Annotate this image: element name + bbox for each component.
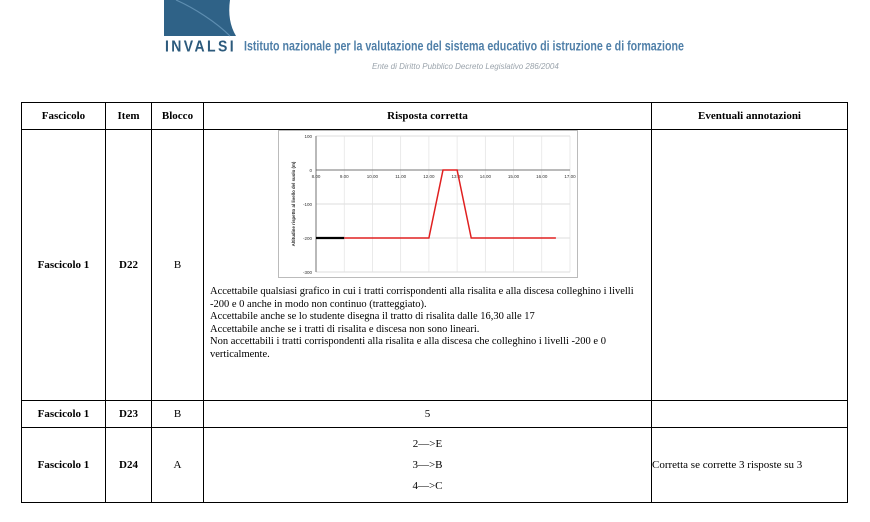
cell-blocco: B: [152, 401, 204, 428]
document-header: [0, 0, 870, 90]
x-tick-label: 15.00: [507, 174, 519, 179]
answer-line: 3—>B: [412, 458, 443, 471]
table-row: [22, 401, 848, 428]
cell-annotazioni: Corretta se corrette 3 risposte su 3: [652, 428, 848, 503]
cell-blocco: B: [152, 130, 204, 401]
altitude-chart-svg: [278, 130, 578, 278]
answer-key-table: [21, 102, 848, 503]
y-tick-label: 100: [303, 134, 312, 139]
y-tick-label: -300: [302, 270, 312, 275]
institute-name: Istituto nazionale per la valutazione del sistema educativo di istruzione e di formazione: [244, 38, 684, 54]
header-annotazioni: Eventuali annotazioni: [652, 103, 848, 130]
header-blocco: Blocco: [152, 103, 204, 130]
table-header-row: [22, 103, 848, 130]
header-item: Item: [106, 103, 152, 130]
institute-subtitle: Ente di Diritto Pubblico Decreto Legislativo 286/2004: [372, 62, 559, 71]
y-tick-label: -200: [302, 236, 312, 241]
header-risposta: Risposta corretta: [204, 103, 652, 130]
x-tick-label: 17.00: [563, 174, 576, 179]
answer-notes: [204, 278, 651, 368]
cell-item: D22: [106, 130, 152, 401]
altitude-chart: [278, 130, 578, 278]
cell-blocco: A: [152, 428, 204, 503]
cell-fascicolo: Fascicolo 1: [22, 428, 106, 503]
x-tick-label: 14.00: [479, 174, 491, 179]
x-tick-label: 10.00: [366, 174, 378, 179]
cell-risposta: 5: [204, 401, 652, 428]
note-line: Accettabile anche se lo studente disegna il tratto di risalita dalle 16,30 alle 17: [210, 311, 535, 323]
cell-fascicolo: Fascicolo 1: [22, 130, 106, 401]
table-row: [22, 428, 848, 503]
cell-fascicolo: Fascicolo 1: [22, 401, 106, 428]
y-tick-label: -100: [302, 202, 312, 207]
invalsi-logo-icon: [164, 0, 236, 38]
cell-risposta: [204, 130, 652, 401]
table-row: [22, 130, 848, 401]
cell-annotazioni: [652, 401, 848, 428]
x-tick-label: 8.00: [311, 174, 320, 179]
note-line: Non accettabili i tratti corrispondenti alla risalita e alla discesa che colleghino i livelli -200 e 0 verticalmente.: [210, 336, 606, 360]
note-line: Accettabile qualsiasi grafico in cui i tratti corrispondenti alla risalita e alla discesa colleghino i livelli -200 e 0 anche in modo non continuo (tratteggiato).: [210, 286, 634, 310]
x-tick-label: 13.00: [450, 174, 463, 179]
y-tick-label: 0: [308, 168, 312, 173]
x-tick-label: 11.00: [394, 174, 406, 179]
answer-line: 2—>E: [412, 437, 443, 450]
cell-item: D23: [106, 401, 152, 428]
y-axis-label: Altitudine rispetto al livello del suolo (m): [290, 161, 296, 247]
cell-annotazioni: [652, 130, 848, 401]
x-tick-label: 16.00: [535, 174, 547, 179]
x-tick-label: 9.00: [339, 174, 349, 179]
answer-line: 4—>C: [412, 479, 443, 492]
note-line: Accettabile anche se i tratti di risalita e discesa non sono lineari.: [210, 323, 480, 335]
x-tick-label: 12.00: [422, 174, 435, 179]
header-fascicolo: Fascicolo: [22, 103, 106, 130]
cell-item: D24: [106, 428, 152, 503]
brand-name: INVALSI: [165, 37, 236, 55]
cell-risposta: [204, 428, 652, 503]
